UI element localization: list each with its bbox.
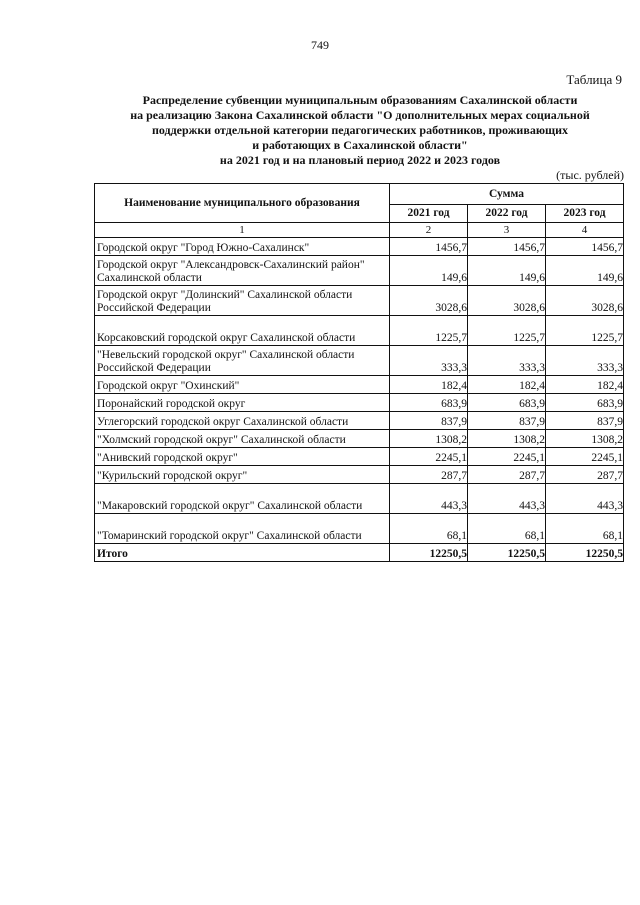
row-name: "Невельский городской округ" Сахалинской области Российской Федерации bbox=[95, 346, 390, 376]
row-value-2022: 683,9 bbox=[468, 394, 546, 412]
row-value-2023: 837,9 bbox=[546, 412, 624, 430]
row-value-2022: 1456,7 bbox=[468, 238, 546, 256]
table-row bbox=[95, 484, 624, 514]
col-header-2023: 2023 год bbox=[546, 205, 624, 223]
row-value-2022: 149,6 bbox=[468, 256, 546, 286]
row-value-2022: 837,9 bbox=[468, 412, 546, 430]
row-value-2021: 1308,2 bbox=[390, 430, 468, 448]
row-value-2023: 2245,1 bbox=[546, 448, 624, 466]
total-value-2023: 12250,5 bbox=[546, 544, 624, 562]
col-header-2022: 2022 год bbox=[468, 205, 546, 223]
row-value-2021: 2245,1 bbox=[390, 448, 468, 466]
col-header-2021: 2021 год bbox=[390, 205, 468, 223]
row-value-2022: 2245,1 bbox=[468, 448, 546, 466]
row-value-2021: 182,4 bbox=[390, 376, 468, 394]
page-number: 749 bbox=[311, 38, 329, 52]
row-value-2021: 333,3 bbox=[390, 346, 468, 376]
row-value-2023: 68,1 bbox=[546, 514, 624, 544]
table-row bbox=[95, 514, 624, 544]
row-value-2022: 443,3 bbox=[468, 484, 546, 514]
table-row bbox=[95, 394, 624, 412]
table-row bbox=[95, 286, 624, 316]
title-line: поддержки отдельной категории педагогических работников, проживающих bbox=[151, 123, 569, 137]
col-header-sum: Сумма bbox=[390, 184, 624, 205]
title-line: и работающих в Сахалинской области" bbox=[252, 138, 468, 152]
row-name: "Курильский городской округ" bbox=[95, 466, 390, 484]
row-value-2021: 1456,7 bbox=[390, 238, 468, 256]
row-value-2023: 333,3 bbox=[546, 346, 624, 376]
table-row bbox=[95, 238, 624, 256]
row-name: Городской округ "Александровск-Сахалинский район" Сахалинской области bbox=[95, 256, 390, 286]
row-name: Углегорский городской округ Сахалинской области bbox=[95, 412, 390, 430]
total-value-2022: 12250,5 bbox=[468, 544, 546, 562]
row-name: Городской округ "Долинский" Сахалинской области Российской Федерации bbox=[95, 286, 390, 316]
row-value-2023: 3028,6 bbox=[546, 286, 624, 316]
row-value-2021: 287,7 bbox=[390, 466, 468, 484]
table-row bbox=[95, 430, 624, 448]
row-value-2023: 287,7 bbox=[546, 466, 624, 484]
col-number: 1 bbox=[95, 223, 390, 238]
col-number: 4 bbox=[546, 223, 624, 238]
col-number: 3 bbox=[468, 223, 546, 238]
table-row bbox=[95, 256, 624, 286]
table-label: Таблица 9 bbox=[566, 72, 622, 87]
table-row bbox=[95, 346, 624, 376]
table-row bbox=[95, 412, 624, 430]
total-label: Итого bbox=[95, 544, 390, 562]
title-line: на 2021 год и на плановый период 2022 и 2023 годов bbox=[219, 153, 501, 167]
col-header-name: Наименование муниципального образования bbox=[95, 184, 390, 223]
row-value-2022: 3028,6 bbox=[468, 286, 546, 316]
row-name: Городской округ "Город Южно-Сахалинск" bbox=[95, 238, 390, 256]
row-name: "Холмский городской округ" Сахалинской области bbox=[95, 430, 390, 448]
row-value-2021: 3028,6 bbox=[390, 286, 468, 316]
row-value-2022: 1225,7 bbox=[468, 316, 546, 346]
row-name: Городской округ "Охинский" bbox=[95, 376, 390, 394]
table-row bbox=[95, 466, 624, 484]
row-value-2023: 443,3 bbox=[546, 484, 624, 514]
row-value-2022: 1308,2 bbox=[468, 430, 546, 448]
row-value-2023: 1456,7 bbox=[546, 238, 624, 256]
table-row bbox=[95, 376, 624, 394]
row-name: Корсаковский городской округ Сахалинской области bbox=[95, 316, 390, 346]
row-value-2021: 149,6 bbox=[390, 256, 468, 286]
table-title bbox=[60, 93, 640, 168]
total-row bbox=[95, 544, 624, 562]
table-row bbox=[95, 316, 624, 346]
col-number: 2 bbox=[390, 223, 468, 238]
row-value-2023: 1225,7 bbox=[546, 316, 624, 346]
row-value-2022: 287,7 bbox=[468, 466, 546, 484]
row-value-2021: 837,9 bbox=[390, 412, 468, 430]
row-value-2022: 182,4 bbox=[468, 376, 546, 394]
units-label: (тыс. рублей) bbox=[556, 168, 624, 182]
row-name: "Томаринский городской округ" Сахалинской области bbox=[95, 514, 390, 544]
row-value-2023: 182,4 bbox=[546, 376, 624, 394]
row-value-2021: 443,3 bbox=[390, 484, 468, 514]
row-name: Поронайский городской округ bbox=[95, 394, 390, 412]
subvention-table bbox=[94, 183, 624, 562]
row-name: "Анивский городской округ" bbox=[95, 448, 390, 466]
row-value-2021: 68,1 bbox=[390, 514, 468, 544]
row-value-2021: 1225,7 bbox=[390, 316, 468, 346]
row-name: "Макаровский городской округ" Сахалинской области bbox=[95, 484, 390, 514]
row-value-2023: 1308,2 bbox=[546, 430, 624, 448]
row-value-2021: 683,9 bbox=[390, 394, 468, 412]
row-value-2023: 149,6 bbox=[546, 256, 624, 286]
row-value-2022: 68,1 bbox=[468, 514, 546, 544]
table-row bbox=[95, 448, 624, 466]
title-line: на реализацию Закона Сахалинской области "О дополнительных мерах социальной bbox=[130, 108, 590, 122]
row-value-2022: 333,3 bbox=[468, 346, 546, 376]
total-value-2021: 12250,5 bbox=[390, 544, 468, 562]
row-value-2023: 683,9 bbox=[546, 394, 624, 412]
title-line: Распределение субвенции муниципальным образованиям Сахалинской области bbox=[142, 93, 578, 107]
